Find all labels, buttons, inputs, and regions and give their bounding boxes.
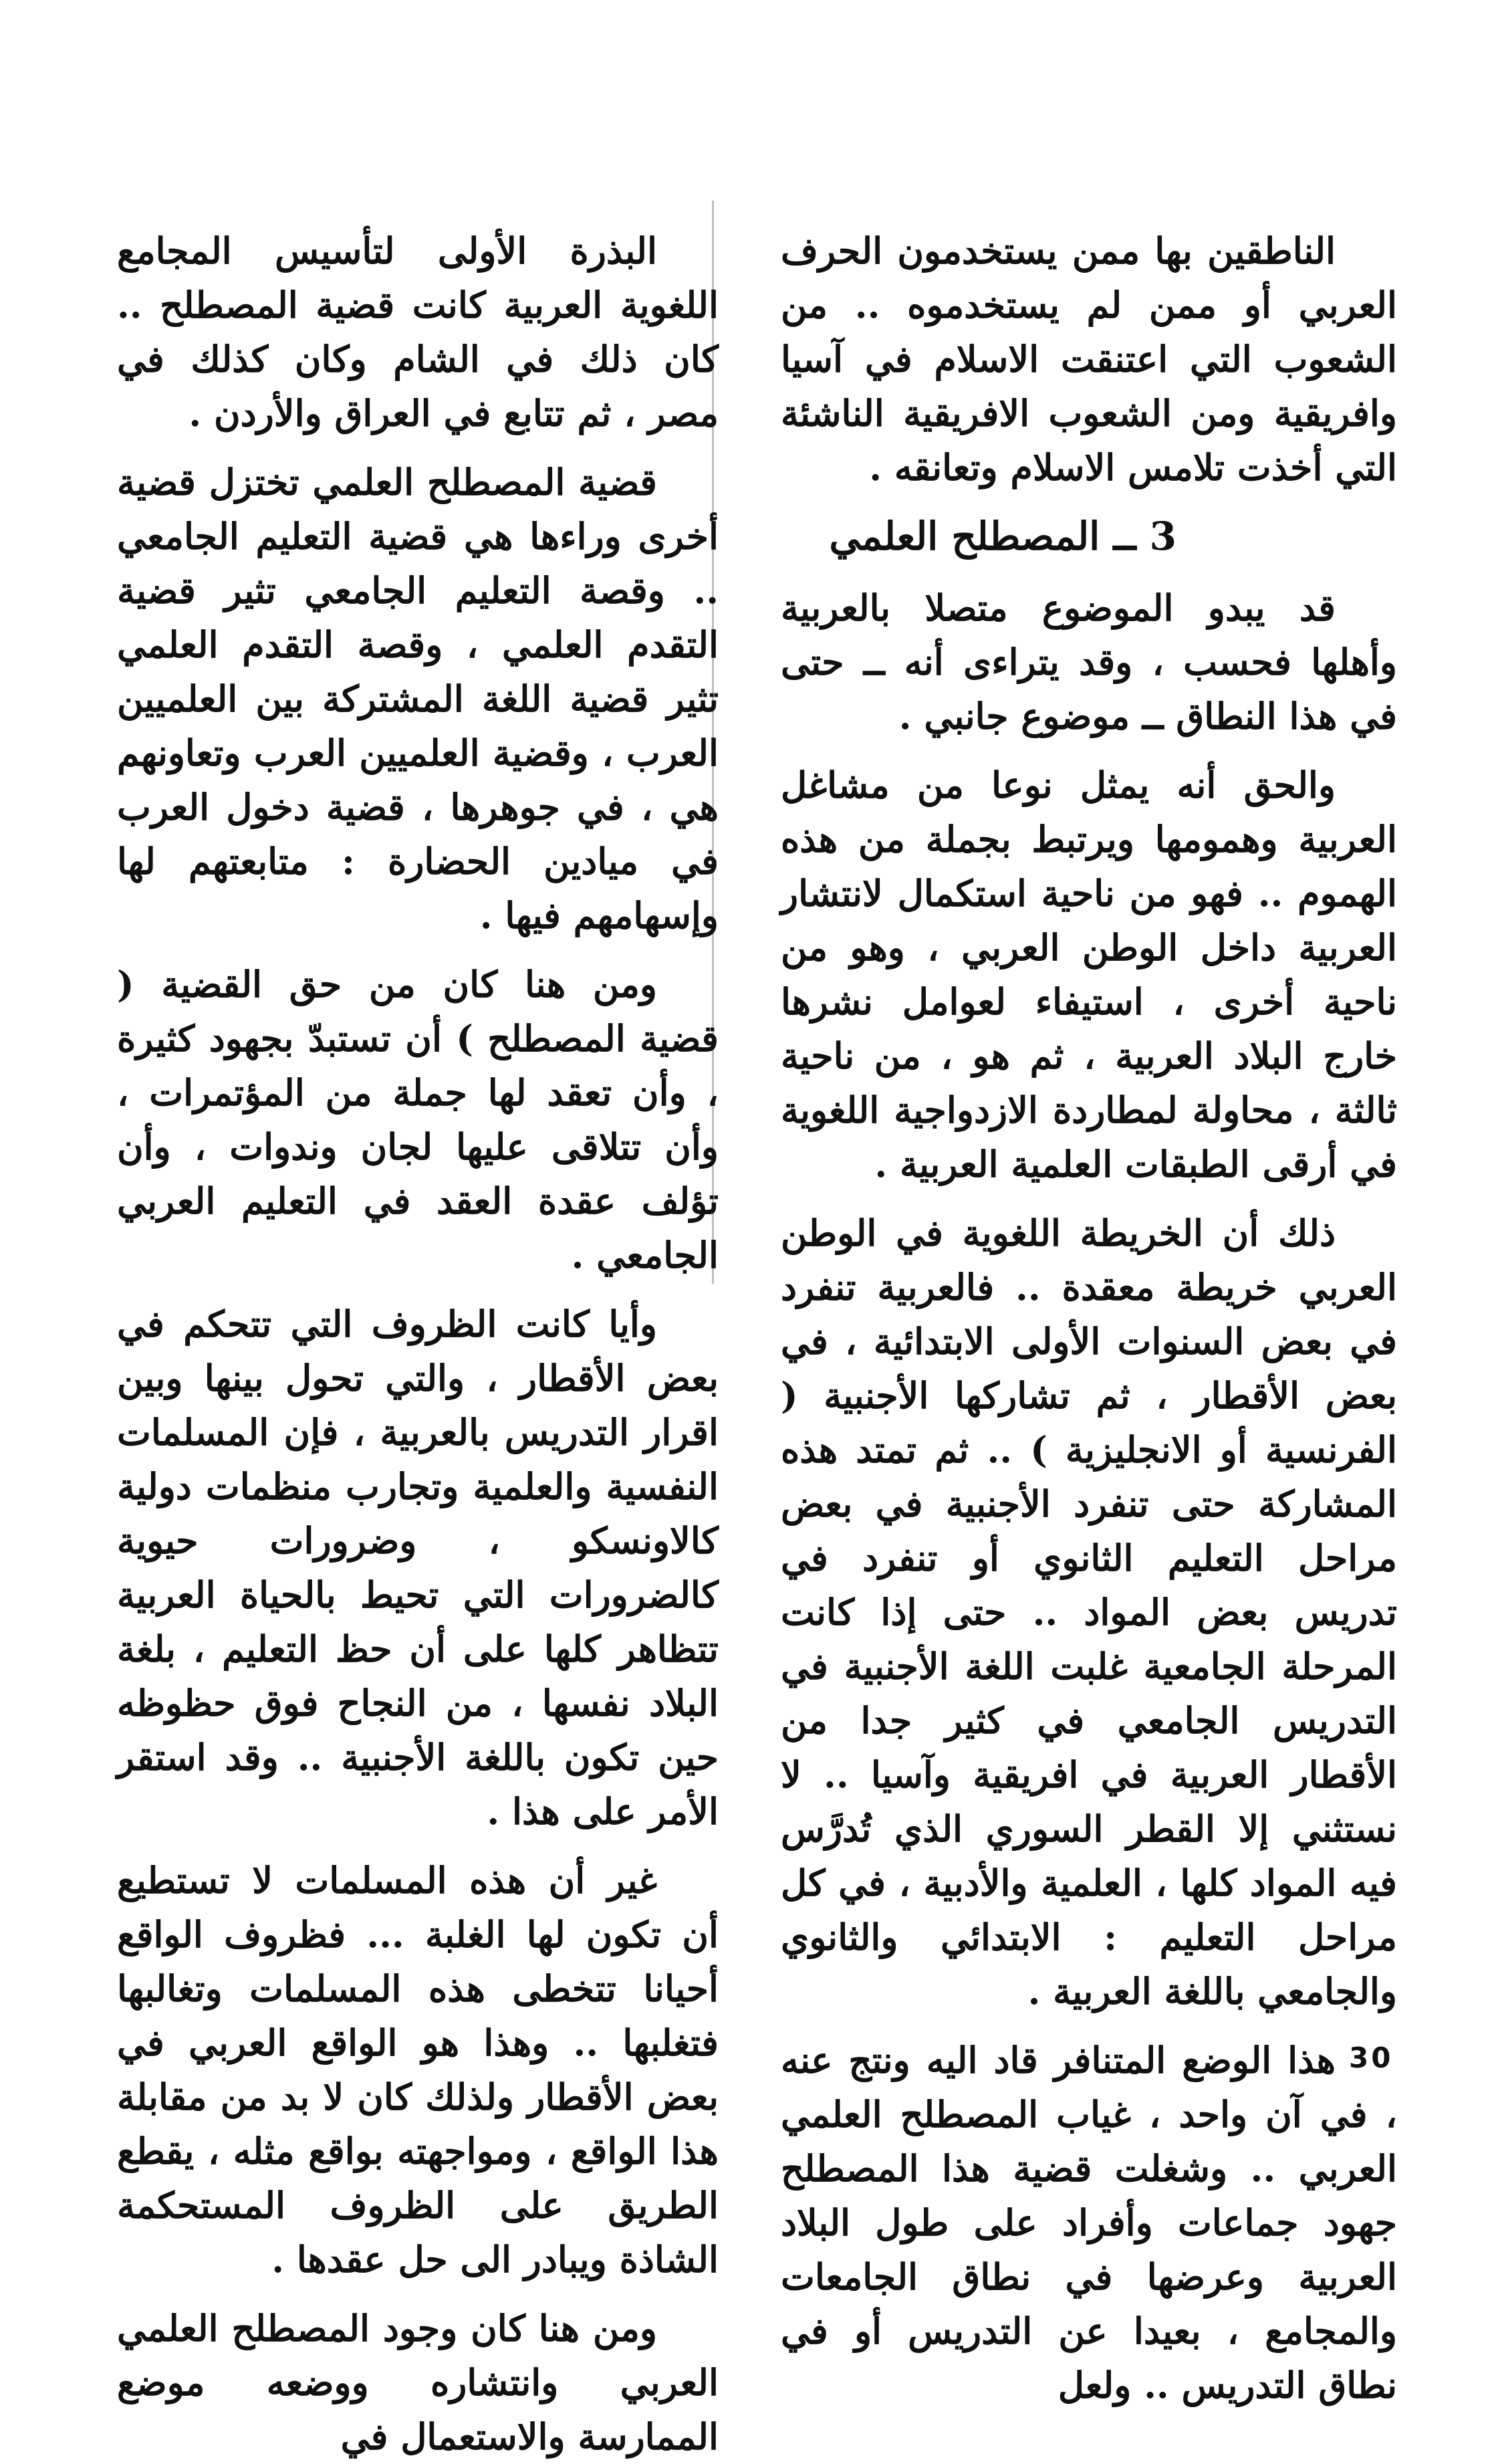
- paragraph: الناطقين بها ممن يستخدمون الحرف العربي أو ممن لم يستخدموه .. من الشعوب التي اعتنقت الاسلام في آسيا وافريقية ومن الشعوب الافريقية الناشئة التي أخذت تلامس الاسلام وتعانقه .: [781, 229, 1397, 489]
- page-number: 30: [1349, 2041, 1394, 2074]
- left-column: [117, 224, 719, 2458]
- paragraph: البذرة الأولى لتأسيس المجامع اللغوية العربية كانت قضية المصطلح .. كان ذلك في الشام وكان كذلك في مصر ، ثم تتابع في العراق والأردن .: [117, 229, 719, 435]
- paragraph: غير أن هذه المسلمات لا تستطيع أن تكون لها الغلبة ... فظروف الواقع أحيانا تتخطى هذه المسلمات وتغالبها فتغلبها .. وهذا هو الواقع العربي في بعض الأقطار ولذلك كان لا بد من مقابلة هذا الواقع ، ومواجهته بواقع مثله ، يقطع الطريق على الظروف المستحكمة الشاذة ويبادر الى حل عقدها .: [117, 1859, 719, 2281]
- paragraph: والحق أنه يمثل نوعا من مشاغل العربية وهمومها ويرتبط بجملة من هذه الهموم .. فهو من ناحية استكمال لانتشار العربية داخل الوطن العربي ، وهو من ناحية أخرى ، استيفاء لعوامل نشرها خارج البلاد العربية ، ثم هو ، من ناحية ثالثة ، محاولة لمطاردة الازدواجية اللغوية في أرقى الطبقات العلمية العربية .: [781, 764, 1397, 1186]
- paragraph: قد يبدو الموضوع متصلا بالعربية وأهلها فحسب ، وقد يتراءى أنه ــ حتى في هذا النطاق ــ موضوع جانبي .: [781, 586, 1397, 738]
- paragraph: ومن هنا كان وجود المصطلح العلمي العربي وانتشاره ووضعه موضع الممارسة والاستعمال في: [117, 2307, 719, 2458]
- paragraph: قضية المصطلح العلمي تختزل قضية أخرى وراءها هي قضية التعليم الجامعي .. وقصة التعليم الجامعي تثير قضية التقدم العلمي ، وقصة التقدم العلمي تثير قضية اللغة المشتركة بين العلميين العرب ، وقضية العلميين العرب وتعاونهم هي ، في جوهرها ، قضية دخول العرب في ميادين الحضارة : متابعتهم لها وإسهامهم فيها .: [117, 461, 719, 937]
- paragraph: ومن هنا كان من حق القضية ( قضية المصطلح ) أن تستبدّ بجهود كثيرة ، وأن تعقد لها جملة من المؤتمرات ، وأن تتلاقى عليها لجان وندوات ، وأن تؤلف عقدة العقد في التعليم العربي الجامعي .: [117, 963, 719, 1276]
- section-heading: 3 ــ المصطلح العلمي: [829, 514, 1177, 559]
- paragraph: ذلك أن الخريطة اللغوية في الوطن العربي خريطة معقدة .. فالعربية تنفرد في بعض السنوات الأولى الابتدائية ، في بعض الأقطار ، ثم تشاركها الأجنبية ( الفرنسية أو الانجليزية ) .. ثم تمتد هذه المشاركة حتى تنفرد الأجنبية في بعض مراحل التعليم الثانوي أو تنفرد في تدريس بعض المواد .. حتى إذا كانت المرحلة الجامعية غلبت اللغة الأجنبية في التدريس الجامعي في كثير جدا من الأقطار العربية في افريقية وآسيا .. لا نستثني إلا القطر السوري الذي تُدرَّس فيه المواد كلها ، العلمية والأدبية ، في كل مراحل التعليم : الابتدائي والثانوي والجامعي باللغة العربية .: [781, 1212, 1397, 2013]
- paragraph: وأيا كانت الظروف التي تتحكم في بعض الأقطار ، والتي تحول بينها وبين اقرار التدريس بالعربية ، فإن المسلمات النفسية والعلمية وتجارب منظمات دولية كالاونسكو ، وضرورات حيوية كالضرورات التي تحيط بالحياة العربية تتظاهر كلها على أن حظ التعليم ، بلغة البلاد نفسها ، من النجاح فوق حظوظه حين تكون باللغة الأجنبية .. وقد استقر الأمر على هذا .: [117, 1303, 719, 1833]
- paragraph: هذا الوضع المتنافر قاد اليه ونتج عنه ، في آن واحد ، غياب المصطلح العلمي العربي .. وشغلت قضية هذا المصطلح جهود جماعات وأفراد على طول البلاد العربية وعرضها في نطاق الجامعات والمجامع ، بعيدا عن التدريس أو في نطاق التدريس .. ولعل: [781, 2039, 1397, 2406]
